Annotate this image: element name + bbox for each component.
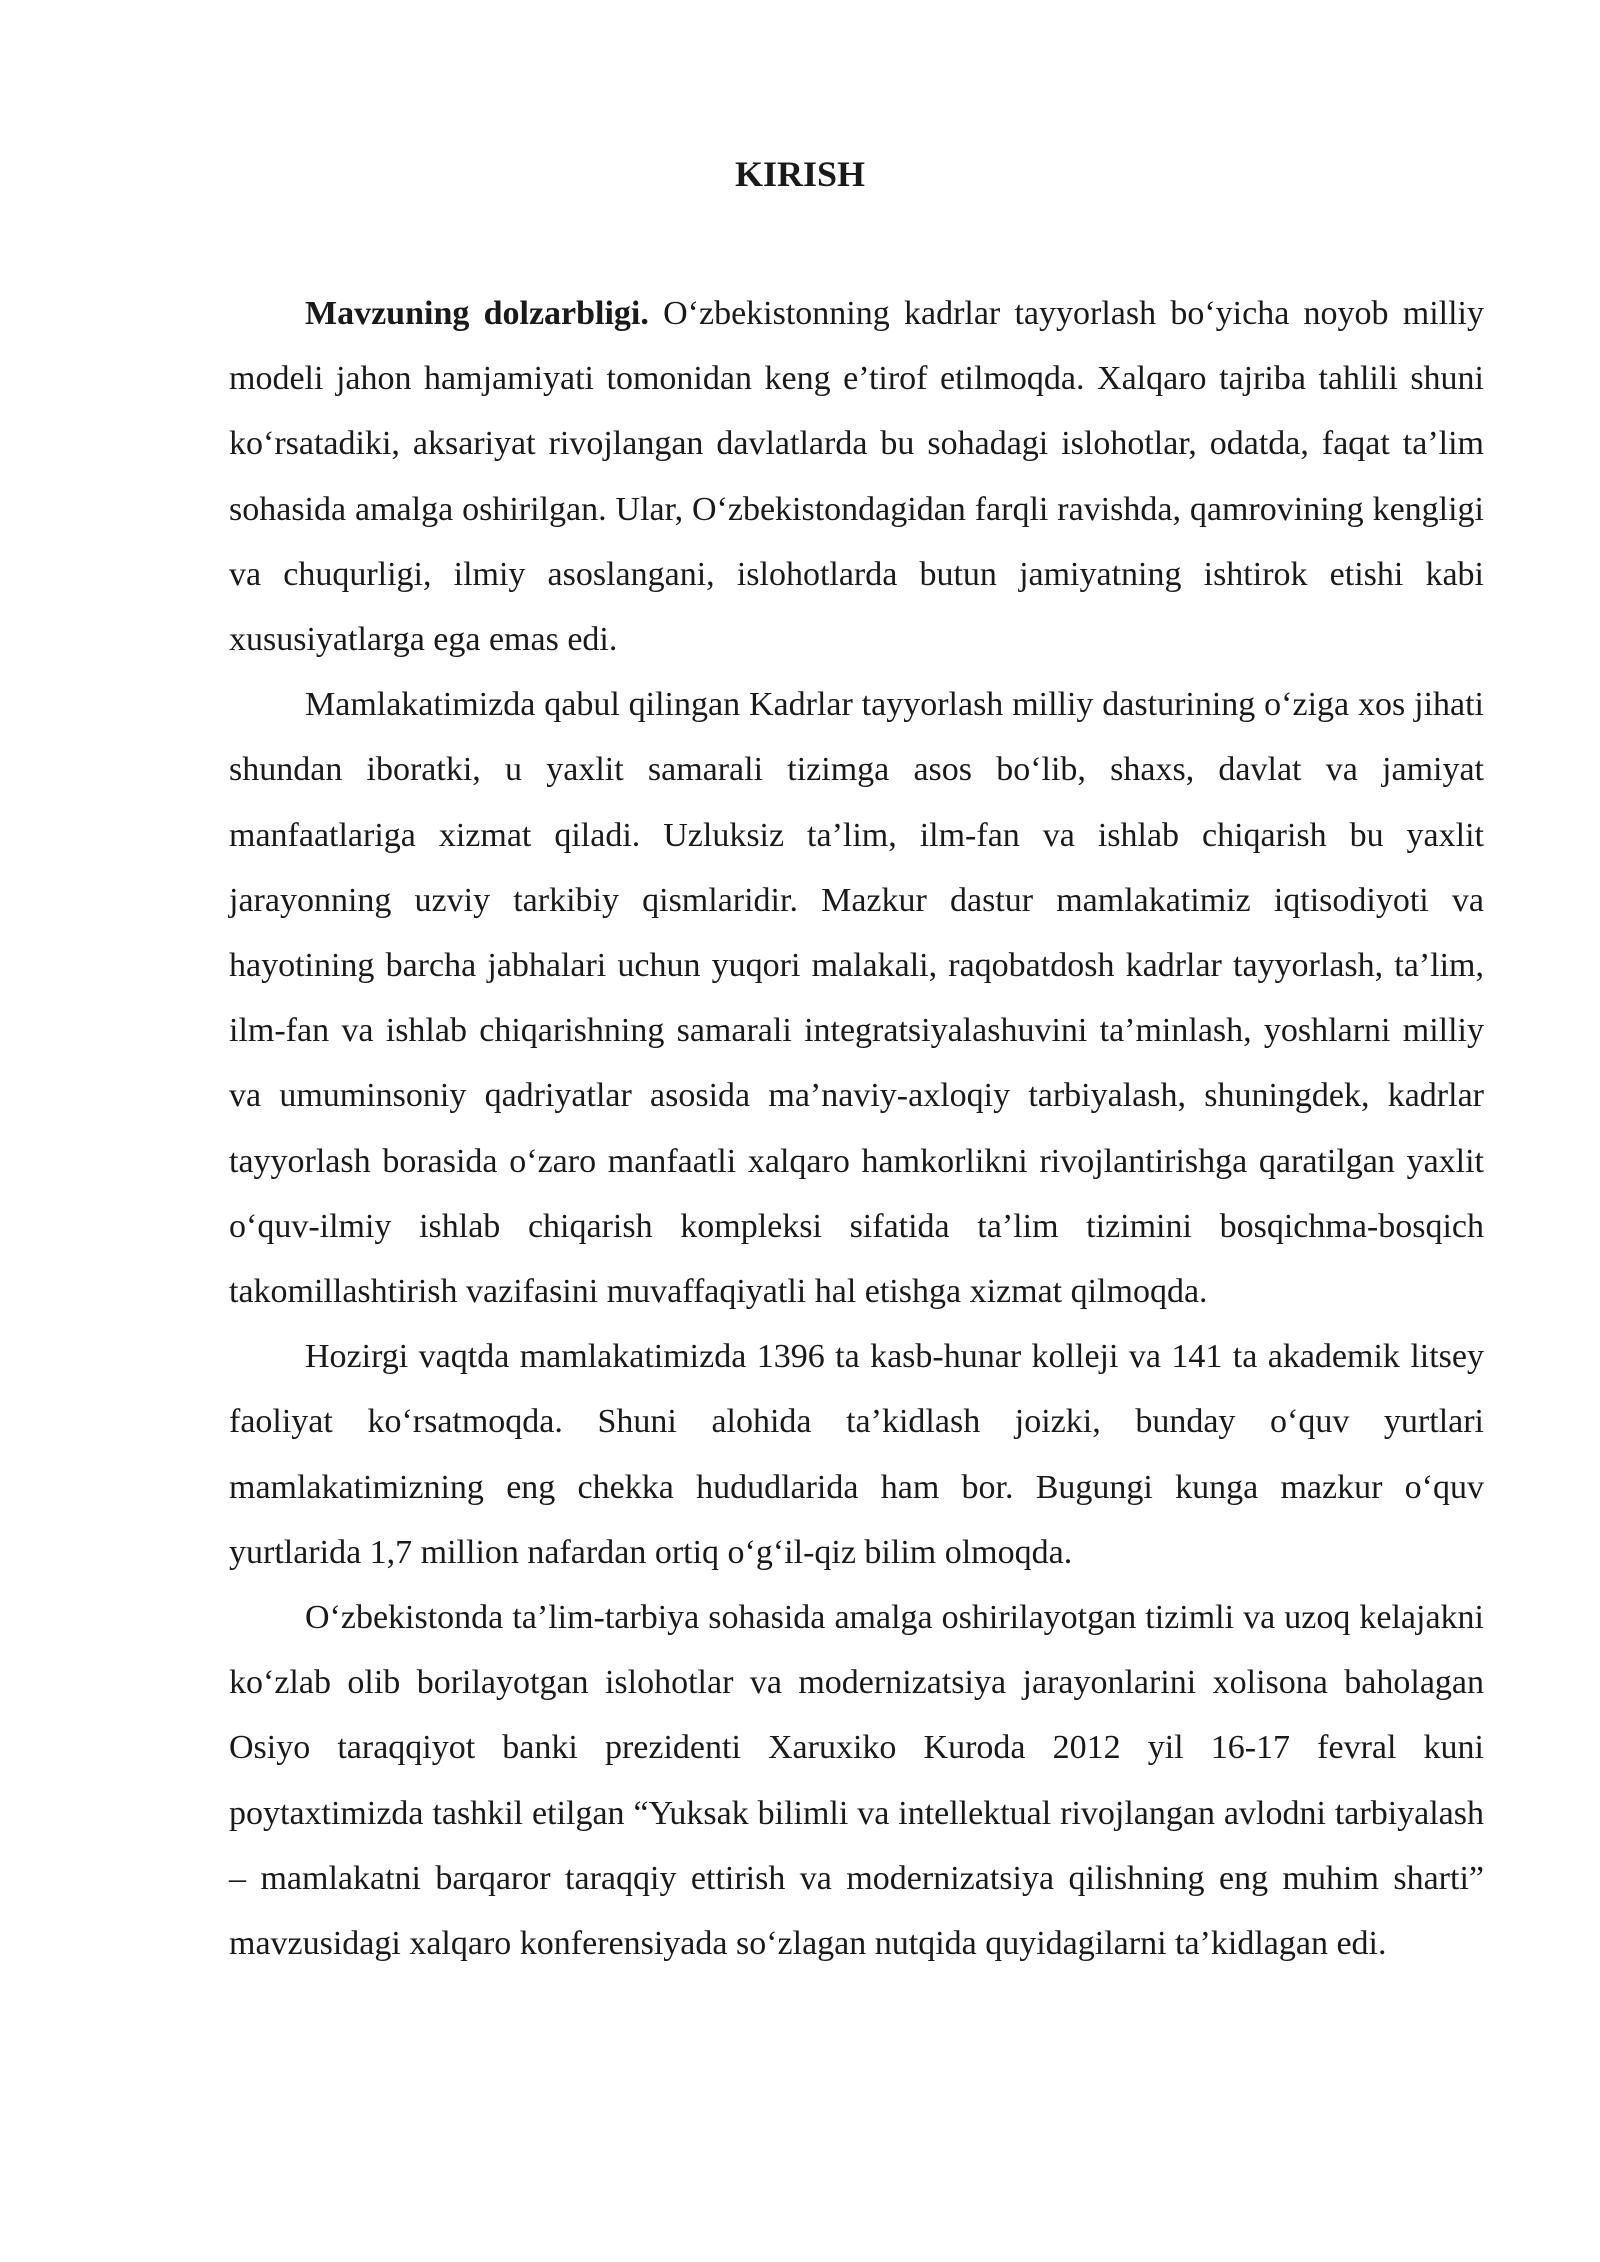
paragraph-relevance — [229, 281, 1484, 672]
paragraph-lead: Mavzuning dolzarbligi. — [305, 295, 649, 332]
page-title: KIRISH — [734, 154, 866, 194]
paragraph-colleges: Hozirgi vaqtda mamlakatimizda 1396 ta kasb-hunar kolleji va 141 ta akademik litsey faoliyat ko‘rsatmoqda. Shuni alohida ta’kidlash joizki, bunday o‘quv yurtlari mamlakatimizning eng chekka hududlarida ham bor. Bugungi kunga mazkur o‘quv yurtlarida 1,7 million nafardan ortiq o‘g‘il-qiz bilim olmoqda. — [229, 1338, 1484, 1571]
paragraph-text: O‘zbekistonning kadrlar tayyorlash bo‘yicha noyob milliy modeli jahon hamjamiyati tomonidan keng e’tirof etilmoqda. Xalqaro tajriba tahlili shuni ko‘rsatadiki, aksariyat rivojlangan davlatlarda bu sohadagi islohotlar, odatda, faqat ta’lim sohasida amalga oshirilgan. Ular, O‘zbekistondagidan farqli ravishda, qamrovining kengligi va chuqurligi, ilmiy asoslangani, islohotlarda butun jamiyatning ishtirok etishi kabi xususiyatlarga ega emas edi. — [229, 295, 1484, 659]
paragraph-reforms: O‘zbekistonda ta’lim-tarbiya sohasida amalga oshirilayotgan tizimli va uzoq kelajakni ko‘zlab olib borilayotgan islohotlar va modernizatsiya jarayonlarini xolisona baholagan Osiyo taraqqiyot banki prezidenti Xaruxiko Kuroda 2012 yil 16-17 fevral kuni poytaxtimizda tashkil etilgan “Yuksak bilimli va intellektual rivojlangan avlodni tarbiyalash – mamlakatni barqaror taraqqiy ettirish va modernizatsiya qilishning eng muhim sharti” mavzusidagi xalqaro konferensiyada so‘zlagan nutqida quyidagilarni ta’kidlagan edi. — [229, 1599, 1484, 1963]
body-text — [229, 281, 1484, 1976]
paragraph-national-program: Mamlakatimizda qabul qilingan Kadrlar tayyorlash milliy dasturining o‘ziga xos jihati shundan iboratki, u yaxlit samarali tizimga asos bo‘lib, shaxs, davlat va jamiyat manfaatlariga xizmat qiladi. Uzluksiz ta’lim, ilm-fan va ishlab chiqarish bu yaxlit jarayonning uzviy tarkibiy qismlaridir. Mazkur dastur mamlakatimiz iqtisodiyoti va hayotining barcha jabhalari uchun yuqori malakali, raqobatdosh kadrlar tayyorlash, ta’lim, ilm-fan va ishlab chiqarishning samarali integratsiyalashuvini ta’minlash, yoshlarni milliy va umuminsoniy qadriyatlar asosida ma’naviy-axloqiy tarbiyalash, shuningdek, kadrlar tayyorlash borasida o‘zaro manfaatli xalqaro hamkorlikni rivojlantirishga qaratilgan yaxlit o‘quv-ilmiy ishlab chiqarish kompleksi sifatida ta’lim tizimini bosqichma-bosqich takomillashtirish vazifasini muvaffaqiyatli hal etishga xizmat qilmoqda. — [229, 686, 1484, 1311]
